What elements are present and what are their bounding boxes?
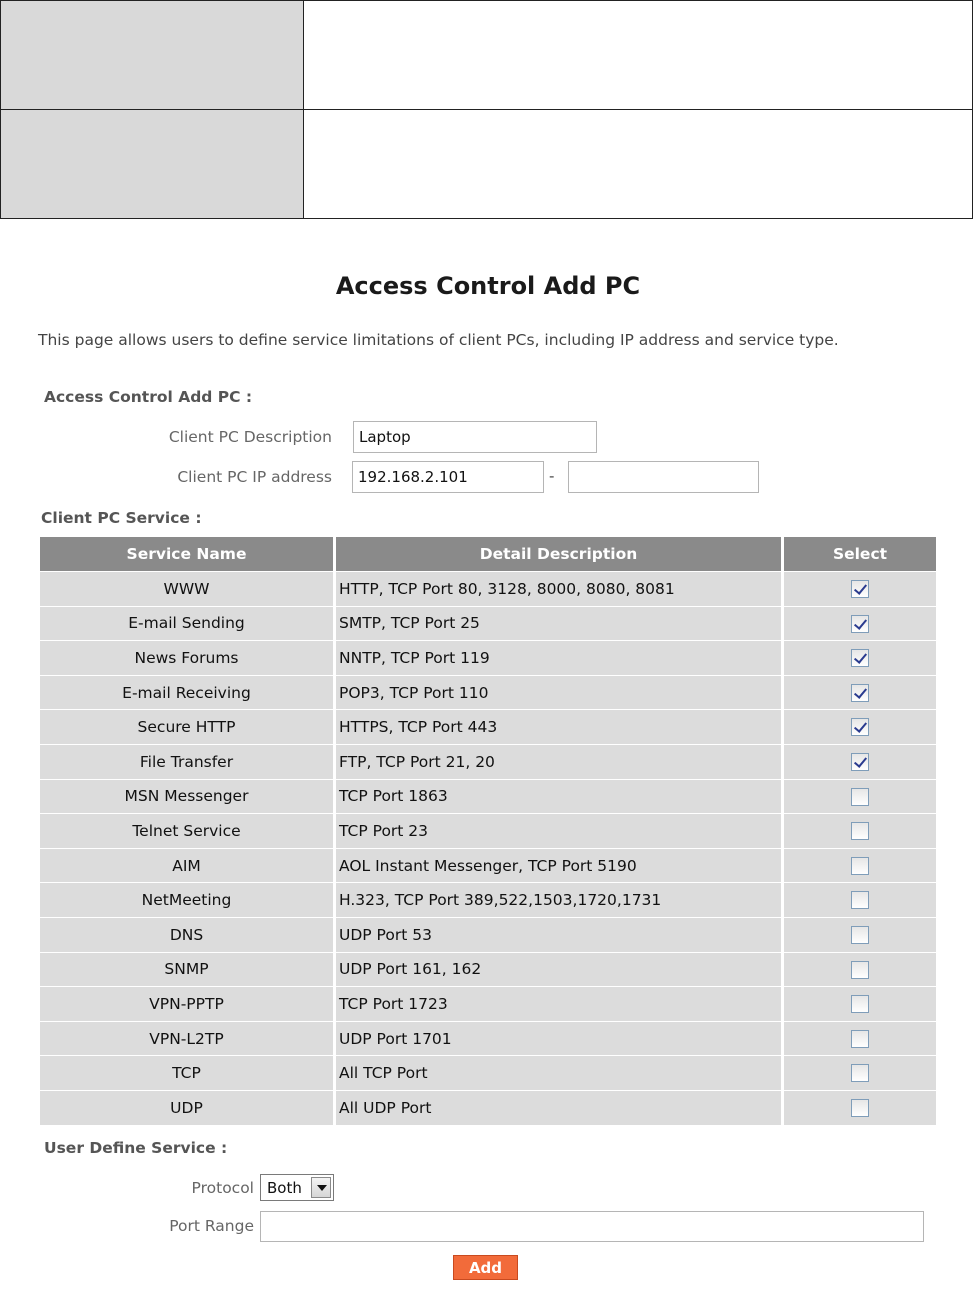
document-cell [304,1,973,110]
service-select-checkbox[interactable] [851,1099,869,1117]
service-select-checkbox[interactable] [851,718,869,736]
service-description: UDP Port 1701 [336,1021,784,1056]
port-range-input[interactable] [260,1211,924,1242]
service-name: TCP [40,1055,336,1090]
service-name: VPN-PPTP [40,986,336,1021]
service-select-cell [784,640,936,675]
service-select-checkbox[interactable] [851,753,869,771]
service-name: UDP [40,1090,336,1125]
service-description: HTTPS, TCP Port 443 [336,709,784,744]
service-select-checkbox[interactable] [851,580,869,598]
page-title: Access Control Add PC [335,272,641,300]
service-select-checkbox[interactable] [851,857,869,875]
service-name: MSN Messenger [40,779,336,814]
table-row [40,1021,936,1056]
service-name: WWW [40,571,336,606]
service-select-cell [784,675,936,710]
service-select-checkbox[interactable] [851,1064,869,1082]
table-row [40,709,936,744]
service-select-cell [784,744,936,779]
table-row [40,813,936,848]
service-name: E-mail Sending [40,606,336,641]
service-description: SMTP, TCP Port 25 [336,606,784,641]
service-description: TCP Port 1723 [336,986,784,1021]
service-select-cell [784,813,936,848]
service-select-checkbox[interactable] [851,995,869,1013]
table-row [40,779,936,814]
document-table [0,0,973,219]
service-description: UDP Port 53 [336,917,784,952]
port-range-label: Port Range [169,1217,254,1235]
service-description: All UDP Port [336,1090,784,1125]
service-name: SNMP [40,952,336,987]
service-select-checkbox[interactable] [851,926,869,944]
service-select-checkbox[interactable] [851,961,869,979]
service-name: News Forums [40,640,336,675]
protocol-selected-value: Both [267,1179,302,1197]
service-select-cell [784,709,936,744]
service-table-body [40,571,936,1125]
chevron-down-icon[interactable] [311,1177,331,1198]
client-description-label: Client PC Description [168,428,332,446]
column-header-detail-description: Detail Description [336,537,784,571]
client-service-heading: Client PC Service : [41,509,202,527]
column-header-select: Select [784,537,936,571]
service-description: HTTP, TCP Port 80, 3128, 8000, 8080, 8081 [336,571,784,606]
service-description: TCP Port 23 [336,813,784,848]
service-select-cell [784,952,936,987]
service-name: NetMeeting [40,882,336,917]
client-ip-start-input[interactable] [352,461,544,493]
service-description: NNTP, TCP Port 119 [336,640,784,675]
service-select-checkbox[interactable] [851,649,869,667]
column-header-service-name: Service Name [40,537,336,571]
service-description: FTP, TCP Port 21, 20 [336,744,784,779]
service-description: H.323, TCP Port 389,522,1503,1720,1731 [336,882,784,917]
service-table-header [40,537,936,571]
table-row [40,640,936,675]
table-row [40,986,936,1021]
service-name: Telnet Service [40,813,336,848]
service-select-cell [784,882,936,917]
table-row [40,571,936,606]
table-row [40,1090,936,1125]
service-description: TCP Port 1863 [336,779,784,814]
table-row [40,744,936,779]
client-ip-label: Client PC IP address [177,468,332,486]
document-cell [1,110,304,219]
service-name: AIM [40,848,336,883]
service-select-cell [784,986,936,1021]
service-select-cell [784,1090,936,1125]
service-table [40,537,936,1125]
service-select-checkbox[interactable] [851,788,869,806]
table-row [40,848,936,883]
client-ip-end-input[interactable] [568,461,759,493]
document-cell [1,1,304,110]
service-description: All TCP Port [336,1055,784,1090]
document-cell [304,110,973,219]
service-name: DNS [40,917,336,952]
service-description: AOL Instant Messenger, TCP Port 5190 [336,848,784,883]
service-select-cell [784,917,936,952]
service-select-cell [784,1055,936,1090]
service-select-cell [784,848,936,883]
service-select-checkbox[interactable] [851,684,869,702]
service-name: VPN-L2TP [40,1021,336,1056]
table-row [40,952,936,987]
table-row [40,675,936,710]
table-row [40,882,936,917]
service-select-cell [784,779,936,814]
table-row [40,606,936,641]
service-select-checkbox[interactable] [851,1030,869,1048]
client-description-input[interactable] [353,421,597,453]
service-select-checkbox[interactable] [851,891,869,909]
service-select-checkbox[interactable] [851,615,869,633]
protocol-label: Protocol [191,1179,254,1197]
service-name: Secure HTTP [40,709,336,744]
service-description: UDP Port 161, 162 [336,952,784,987]
service-select-cell [784,606,936,641]
ip-range-separator: - [549,467,555,485]
service-select-cell [784,571,936,606]
service-select-cell [784,1021,936,1056]
service-name: File Transfer [40,744,336,779]
document-table-row [1,1,973,110]
service-description: POP3, TCP Port 110 [336,675,784,710]
add-button[interactable]: Add [453,1255,518,1280]
page-intro: This page allows users to define service limitations of client PCs, including IP address and service type. [38,331,839,349]
access-control-heading: Access Control Add PC : [44,388,253,406]
table-row [40,917,936,952]
document-table-row [1,110,973,219]
service-select-checkbox[interactable] [851,822,869,840]
user-define-heading: User Define Service : [44,1139,228,1157]
table-row [40,1055,936,1090]
protocol-select[interactable] [260,1174,334,1201]
service-name: E-mail Receiving [40,675,336,710]
